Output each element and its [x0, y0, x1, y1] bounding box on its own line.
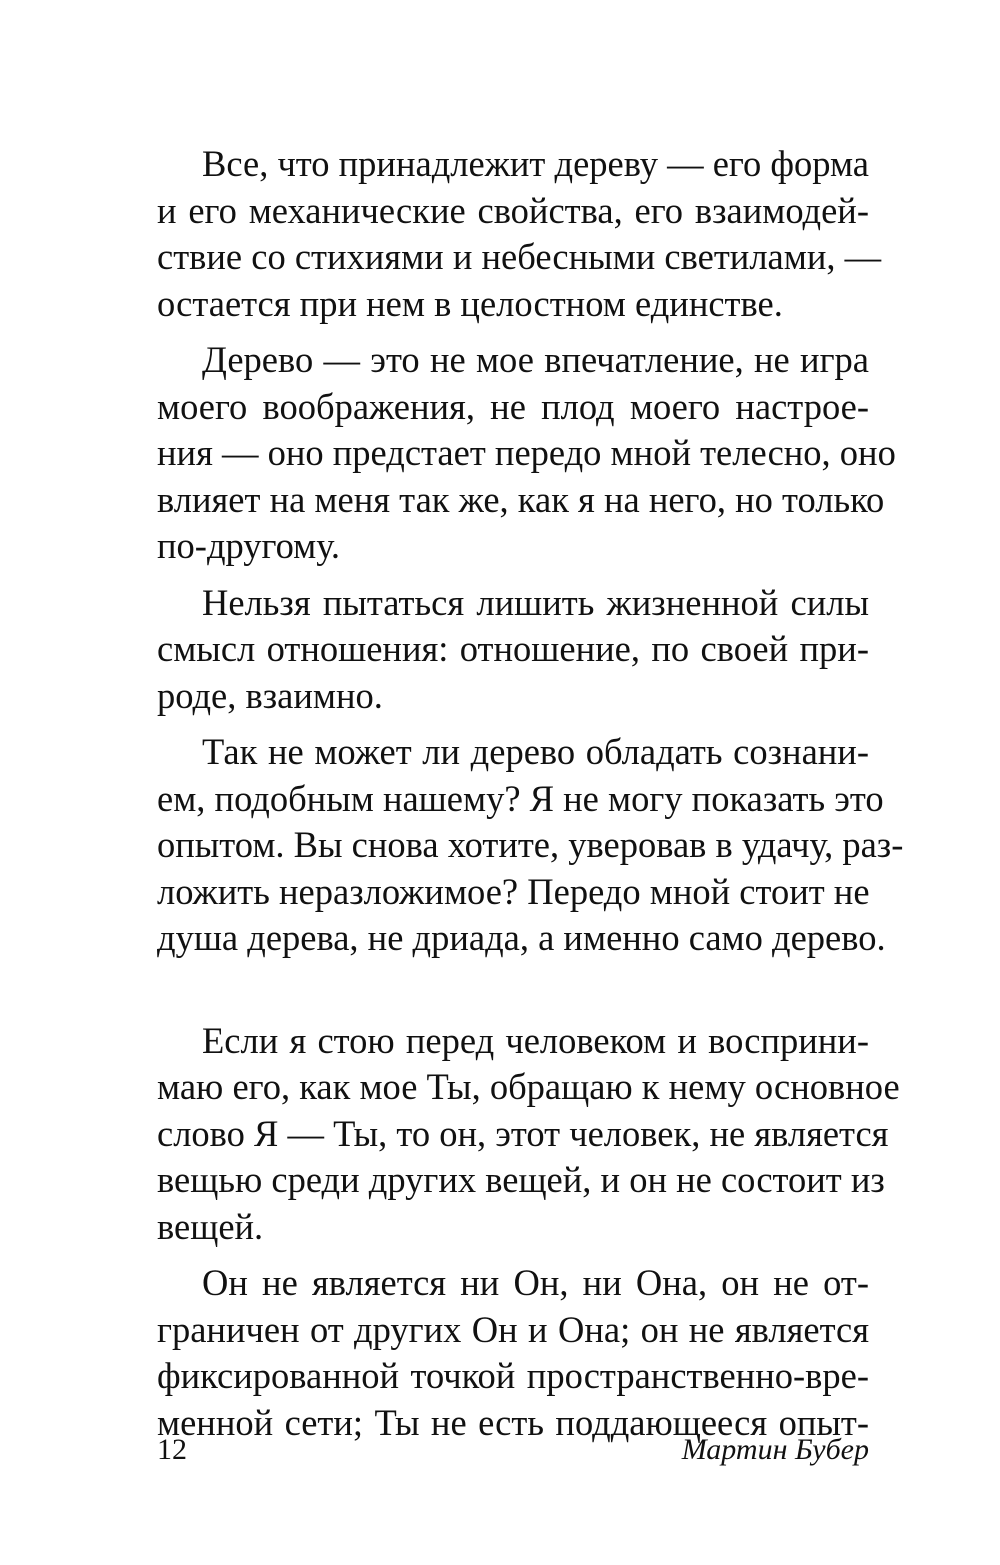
text-line: по-другому. — [157, 525, 340, 566]
text-line: фиксированной точкой пространственно-вре- — [157, 1355, 869, 1396]
text-line: душа дерева, не дриада, а именно само дерево. — [157, 917, 886, 958]
paragraph — [157, 141, 882, 327]
text-line: ем, подобным нашему? Я не могу показать это — [157, 777, 884, 819]
paragraph — [157, 580, 869, 720]
text-line: влияет на меня так же, как я на него, но только — [157, 478, 885, 520]
text-line: менной сети; Ты не есть поддающееся опыт- — [157, 1401, 869, 1443]
page-footer — [157, 1430, 869, 1470]
text-line: роде, взаимно. — [157, 674, 383, 716]
text-line: Все, что принадлежит дереву — его форма — [202, 143, 869, 184]
text-line: слово Я — Ты, то он, этот человек, не является — [157, 1112, 889, 1154]
page-number: 12 — [157, 1433, 187, 1466]
text-line: Нельзя пытаться лишить жизненной силы — [202, 581, 869, 623]
text-line: моего воображения, не плод моего настрое- — [157, 385, 869, 427]
section-break — [157, 962, 869, 1018]
text-line: граничен от других Он и Она; он не является — [157, 1308, 869, 1350]
text-line: остается при нем в целостном единстве. — [157, 282, 783, 324]
text-line: ложить неразложимое? Передо мной стоит не — [157, 870, 870, 912]
paragraph-spacer — [157, 1250, 869, 1260]
paragraph — [157, 337, 896, 570]
paragraph-spacer — [157, 719, 869, 729]
running-title: Мартин Бубер — [681, 1433, 869, 1466]
text-line: Дерево — это не мое впечатление, не игра — [202, 339, 869, 380]
paragraph-spacer — [157, 327, 869, 337]
text-line: ствие со стихиями и небесными светилами, — — [157, 236, 882, 277]
paragraph — [157, 1260, 869, 1446]
text-line: вещью среди других вещей, и он не состоит из — [157, 1159, 885, 1200]
text-line: вещей. — [157, 1205, 264, 1247]
book-page-text — [157, 141, 904, 1446]
text-line: Он не является ни Он, ни Она, он не от- — [202, 1262, 869, 1303]
text-line: ния — оно предстает передо мной телесно, оно — [157, 432, 896, 473]
text-line: Так не может ли дерево обладать сознани- — [202, 731, 869, 772]
paragraph-spacer — [157, 570, 869, 580]
text-line: маю его, как мое Ты, обращаю к нему основное — [157, 1066, 900, 1107]
paragraph — [157, 1018, 900, 1251]
text-line: смысл отношения: отношение, по своей при- — [157, 628, 869, 669]
text-line: опытом. Вы снова хотите, уверовав в удачу, раз- — [157, 824, 904, 865]
text-line: Если я стою перед человеком и восприни- — [202, 1019, 869, 1061]
text-line: и его механические свойства, его взаимодей- — [157, 189, 869, 231]
paragraph — [157, 729, 904, 962]
